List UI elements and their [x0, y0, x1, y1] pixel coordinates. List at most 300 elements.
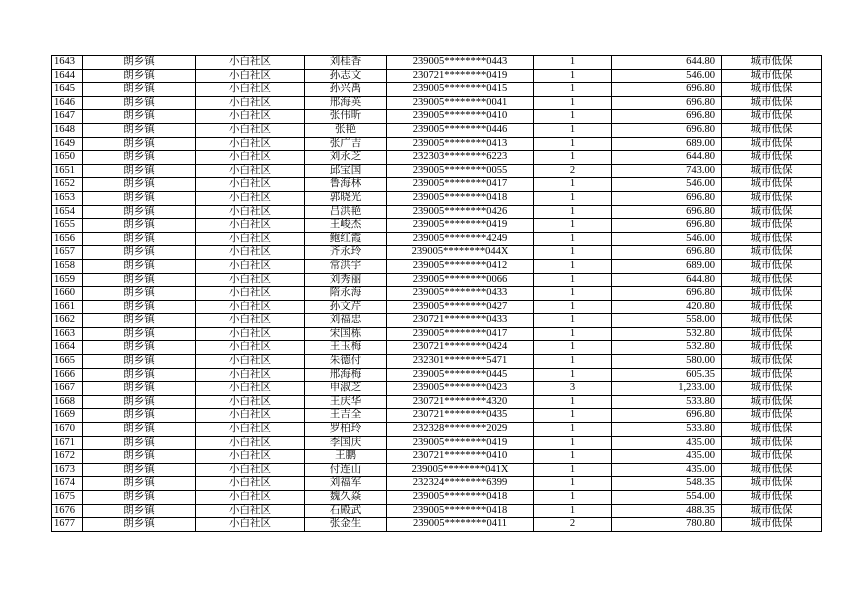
town-cell: 朗乡镇: [83, 341, 196, 355]
table-row: [52, 368, 822, 382]
amount-cell: 696.80: [612, 246, 722, 260]
community-cell: 小白社区: [196, 56, 305, 70]
amount-cell: 644.80: [612, 56, 722, 70]
row-number-cell: 1651: [52, 164, 83, 178]
community-cell: 小白社区: [196, 191, 305, 205]
table-row: [52, 110, 822, 124]
name-cell: 邢海英: [305, 96, 387, 110]
id-number-cell: 239005********0417: [387, 178, 534, 192]
amount-cell: 644.80: [612, 151, 722, 165]
row-number-cell: 1653: [52, 191, 83, 205]
name-cell: 申淑芝: [305, 382, 387, 396]
town-cell: 朗乡镇: [83, 151, 196, 165]
assistance-type-cell: 城市低保: [722, 123, 822, 137]
id-number-cell: 230721********0419: [387, 69, 534, 83]
town-cell: 朗乡镇: [83, 96, 196, 110]
row-number-cell: 1676: [52, 504, 83, 518]
amount-cell: 743.00: [612, 164, 722, 178]
amount-cell: 435.00: [612, 463, 722, 477]
amount-cell: 435.00: [612, 436, 722, 450]
amount-cell: 696.80: [612, 83, 722, 97]
community-cell: 小白社区: [196, 327, 305, 341]
household-count-cell: 1: [534, 137, 612, 151]
town-cell: 朗乡镇: [83, 287, 196, 301]
name-cell: 张金生: [305, 518, 387, 532]
table-row: [52, 123, 822, 137]
row-number-cell: 1646: [52, 96, 83, 110]
row-number-cell: 1660: [52, 287, 83, 301]
town-cell: 朗乡镇: [83, 327, 196, 341]
household-count-cell: 2: [534, 518, 612, 532]
assistance-type-cell: 城市低保: [722, 409, 822, 423]
assistance-type-cell: 城市低保: [722, 314, 822, 328]
amount-cell: 533.80: [612, 423, 722, 437]
assistance-type-cell: 城市低保: [722, 137, 822, 151]
community-cell: 小白社区: [196, 409, 305, 423]
household-count-cell: 1: [534, 504, 612, 518]
town-cell: 朗乡镇: [83, 137, 196, 151]
amount-cell: 533.80: [612, 395, 722, 409]
amount-cell: 546.00: [612, 178, 722, 192]
town-cell: 朗乡镇: [83, 83, 196, 97]
household-count-cell: 1: [534, 151, 612, 165]
assistance-type-cell: 城市低保: [722, 69, 822, 83]
amount-cell: 546.00: [612, 232, 722, 246]
id-number-cell: 239005********041X: [387, 463, 534, 477]
town-cell: 朗乡镇: [83, 395, 196, 409]
id-number-cell: 239005********0427: [387, 300, 534, 314]
table-row: [52, 178, 822, 192]
row-number-cell: 1658: [52, 259, 83, 273]
id-number-cell: 232328********2029: [387, 423, 534, 437]
name-cell: 刘秀丽: [305, 273, 387, 287]
row-number-cell: 1664: [52, 341, 83, 355]
community-cell: 小白社区: [196, 314, 305, 328]
name-cell: 孙文芹: [305, 300, 387, 314]
town-cell: 朗乡镇: [83, 56, 196, 70]
id-number-cell: 239005********0055: [387, 164, 534, 178]
household-count-cell: 1: [534, 314, 612, 328]
table-row: [52, 232, 822, 246]
town-cell: 朗乡镇: [83, 355, 196, 369]
id-number-cell: 239005********0066: [387, 273, 534, 287]
id-number-cell: 239005********0419: [387, 219, 534, 233]
town-cell: 朗乡镇: [83, 219, 196, 233]
row-number-cell: 1663: [52, 327, 83, 341]
community-cell: 小白社区: [196, 96, 305, 110]
table-row: [52, 491, 822, 505]
town-cell: 朗乡镇: [83, 246, 196, 260]
row-number-cell: 1652: [52, 178, 83, 192]
community-cell: 小白社区: [196, 368, 305, 382]
town-cell: 朗乡镇: [83, 232, 196, 246]
id-number-cell: 230721********4320: [387, 395, 534, 409]
id-number-cell: 239005********0417: [387, 327, 534, 341]
community-cell: 小白社区: [196, 246, 305, 260]
id-number-cell: 239005********0418: [387, 191, 534, 205]
amount-cell: 580.00: [612, 355, 722, 369]
assistance-type-cell: 城市低保: [722, 83, 822, 97]
amount-cell: 696.80: [612, 191, 722, 205]
table-row: [52, 259, 822, 273]
name-cell: 郭晓光: [305, 191, 387, 205]
assistance-type-cell: 城市低保: [722, 450, 822, 464]
household-count-cell: 1: [534, 191, 612, 205]
id-number-cell: 239005********0410: [387, 110, 534, 124]
amount-cell: 696.80: [612, 287, 722, 301]
row-number-cell: 1648: [52, 123, 83, 137]
name-cell: 宋国栋: [305, 327, 387, 341]
town-cell: 朗乡镇: [83, 273, 196, 287]
household-count-cell: 1: [534, 232, 612, 246]
name-cell: 李国庆: [305, 436, 387, 450]
name-cell: 王峻杰: [305, 219, 387, 233]
community-cell: 小白社区: [196, 110, 305, 124]
community-cell: 小白社区: [196, 287, 305, 301]
name-cell: 朱德付: [305, 355, 387, 369]
amount-cell: 696.80: [612, 219, 722, 233]
table-row: [52, 83, 822, 97]
assistance-type-cell: 城市低保: [722, 96, 822, 110]
community-cell: 小白社区: [196, 504, 305, 518]
amount-cell: 1,233.00: [612, 382, 722, 396]
assistance-type-cell: 城市低保: [722, 56, 822, 70]
assistance-type-cell: 城市低保: [722, 110, 822, 124]
amount-cell: 548.35: [612, 477, 722, 491]
name-cell: 齐永玲: [305, 246, 387, 260]
household-count-cell: 1: [534, 69, 612, 83]
name-cell: 王庆华: [305, 395, 387, 409]
town-cell: 朗乡镇: [83, 409, 196, 423]
id-number-cell: 230721********0435: [387, 409, 534, 423]
id-number-cell: 239005********0418: [387, 491, 534, 505]
community-cell: 小白社区: [196, 300, 305, 314]
household-count-cell: 1: [534, 463, 612, 477]
id-number-cell: 239005********0426: [387, 205, 534, 219]
assistance-type-cell: 城市低保: [722, 151, 822, 165]
town-cell: 朗乡镇: [83, 110, 196, 124]
assistance-type-cell: 城市低保: [722, 287, 822, 301]
community-cell: 小白社区: [196, 259, 305, 273]
assistance-type-cell: 城市低保: [722, 341, 822, 355]
assistance-type-cell: 城市低保: [722, 395, 822, 409]
assistance-type-cell: 城市低保: [722, 382, 822, 396]
assistance-type-cell: 城市低保: [722, 491, 822, 505]
name-cell: 王玉梅: [305, 341, 387, 355]
row-number-cell: 1662: [52, 314, 83, 328]
community-cell: 小白社区: [196, 341, 305, 355]
table-row: [52, 341, 822, 355]
assistance-type-cell: 城市低保: [722, 205, 822, 219]
amount-cell: 558.00: [612, 314, 722, 328]
name-cell: 刘桂香: [305, 56, 387, 70]
table-row: [52, 463, 822, 477]
assistance-type-cell: 城市低保: [722, 300, 822, 314]
community-cell: 小白社区: [196, 83, 305, 97]
assistance-type-cell: 城市低保: [722, 164, 822, 178]
community-cell: 小白社区: [196, 232, 305, 246]
community-cell: 小白社区: [196, 219, 305, 233]
row-number-cell: 1677: [52, 518, 83, 532]
id-number-cell: 239005********0433: [387, 287, 534, 301]
name-cell: 孙兴禹: [305, 83, 387, 97]
community-cell: 小白社区: [196, 436, 305, 450]
id-number-cell: 239005********0411: [387, 518, 534, 532]
table-row: [52, 273, 822, 287]
table-row: [52, 355, 822, 369]
assistance-roster-table: [51, 55, 822, 532]
name-cell: 罗柏玲: [305, 423, 387, 437]
amount-cell: 605.35: [612, 368, 722, 382]
community-cell: 小白社区: [196, 123, 305, 137]
table-row: [52, 382, 822, 396]
household-count-cell: 3: [534, 382, 612, 396]
household-count-cell: 1: [534, 205, 612, 219]
table-row: [52, 246, 822, 260]
household-count-cell: 1: [534, 259, 612, 273]
table-row: [52, 96, 822, 110]
household-count-cell: 2: [534, 164, 612, 178]
name-cell: 常洪宇: [305, 259, 387, 273]
town-cell: 朗乡镇: [83, 477, 196, 491]
id-number-cell: 239005********0041: [387, 96, 534, 110]
amount-cell: 532.80: [612, 327, 722, 341]
town-cell: 朗乡镇: [83, 423, 196, 437]
table-row: [52, 56, 822, 70]
household-count-cell: 1: [534, 491, 612, 505]
row-number-cell: 1666: [52, 368, 83, 382]
table-row: [52, 219, 822, 233]
row-number-cell: 1659: [52, 273, 83, 287]
table-row: [52, 518, 822, 532]
name-cell: 鲍红霞: [305, 232, 387, 246]
table-row: [52, 395, 822, 409]
name-cell: 鲁海林: [305, 178, 387, 192]
name-cell: 刘永芝: [305, 151, 387, 165]
amount-cell: 689.00: [612, 259, 722, 273]
id-number-cell: 232324********6399: [387, 477, 534, 491]
row-number-cell: 1654: [52, 205, 83, 219]
table-row: [52, 151, 822, 165]
row-number-cell: 1665: [52, 355, 83, 369]
assistance-type-cell: 城市低保: [722, 463, 822, 477]
amount-cell: 696.80: [612, 205, 722, 219]
row-number-cell: 1647: [52, 110, 83, 124]
id-number-cell: 232303********6223: [387, 151, 534, 165]
name-cell: 邢海梅: [305, 368, 387, 382]
row-number-cell: 1673: [52, 463, 83, 477]
id-number-cell: 239005********044X: [387, 246, 534, 260]
town-cell: 朗乡镇: [83, 123, 196, 137]
amount-cell: 546.00: [612, 69, 722, 83]
name-cell: 吕洪艳: [305, 205, 387, 219]
row-number-cell: 1656: [52, 232, 83, 246]
town-cell: 朗乡镇: [83, 164, 196, 178]
town-cell: 朗乡镇: [83, 463, 196, 477]
household-count-cell: 1: [534, 436, 612, 450]
table-row: [52, 477, 822, 491]
row-number-cell: 1672: [52, 450, 83, 464]
name-cell: 邱宝国: [305, 164, 387, 178]
community-cell: 小白社区: [196, 273, 305, 287]
assistance-type-cell: 城市低保: [722, 178, 822, 192]
community-cell: 小白社区: [196, 423, 305, 437]
household-count-cell: 1: [534, 327, 612, 341]
id-number-cell: 230721********0410: [387, 450, 534, 464]
table-row: [52, 423, 822, 437]
amount-cell: 420.80: [612, 300, 722, 314]
household-count-cell: 1: [534, 83, 612, 97]
row-number-cell: 1670: [52, 423, 83, 437]
id-number-cell: 232301********5471: [387, 355, 534, 369]
table-row: [52, 504, 822, 518]
household-count-cell: 1: [534, 395, 612, 409]
table-row: [52, 436, 822, 450]
id-number-cell: 239005********0443: [387, 56, 534, 70]
assistance-type-cell: 城市低保: [722, 477, 822, 491]
name-cell: 石殿武: [305, 504, 387, 518]
household-count-cell: 1: [534, 450, 612, 464]
town-cell: 朗乡镇: [83, 382, 196, 396]
assistance-type-cell: 城市低保: [722, 436, 822, 450]
amount-cell: 696.80: [612, 110, 722, 124]
assistance-type-cell: 城市低保: [722, 219, 822, 233]
name-cell: 刘福军: [305, 477, 387, 491]
household-count-cell: 1: [534, 287, 612, 301]
table-body: [52, 56, 822, 532]
town-cell: 朗乡镇: [83, 300, 196, 314]
row-number-cell: 1644: [52, 69, 83, 83]
amount-cell: 644.80: [612, 273, 722, 287]
assistance-type-cell: 城市低保: [722, 423, 822, 437]
household-count-cell: 1: [534, 96, 612, 110]
amount-cell: 696.80: [612, 123, 722, 137]
household-count-cell: 1: [534, 355, 612, 369]
assistance-type-cell: 城市低保: [722, 355, 822, 369]
row-number-cell: 1655: [52, 219, 83, 233]
amount-cell: 554.00: [612, 491, 722, 505]
row-number-cell: 1667: [52, 382, 83, 396]
row-number-cell: 1657: [52, 246, 83, 260]
town-cell: 朗乡镇: [83, 491, 196, 505]
household-count-cell: 1: [534, 477, 612, 491]
town-cell: 朗乡镇: [83, 504, 196, 518]
household-count-cell: 1: [534, 56, 612, 70]
town-cell: 朗乡镇: [83, 178, 196, 192]
amount-cell: 532.80: [612, 341, 722, 355]
row-number-cell: 1674: [52, 477, 83, 491]
household-count-cell: 1: [534, 273, 612, 287]
town-cell: 朗乡镇: [83, 450, 196, 464]
table-row: [52, 164, 822, 178]
id-number-cell: 230721********0433: [387, 314, 534, 328]
assistance-type-cell: 城市低保: [722, 327, 822, 341]
town-cell: 朗乡镇: [83, 368, 196, 382]
community-cell: 小白社区: [196, 164, 305, 178]
row-number-cell: 1661: [52, 300, 83, 314]
community-cell: 小白社区: [196, 69, 305, 83]
row-number-cell: 1645: [52, 83, 83, 97]
assistance-type-cell: 城市低保: [722, 368, 822, 382]
town-cell: 朗乡镇: [83, 69, 196, 83]
table-row: [52, 137, 822, 151]
name-cell: 王鹏: [305, 450, 387, 464]
table-row: [52, 409, 822, 423]
household-count-cell: 1: [534, 123, 612, 137]
household-count-cell: 1: [534, 368, 612, 382]
community-cell: 小白社区: [196, 395, 305, 409]
town-cell: 朗乡镇: [83, 518, 196, 532]
name-cell: 孙志文: [305, 69, 387, 83]
name-cell: 张伟昕: [305, 110, 387, 124]
assistance-type-cell: 城市低保: [722, 191, 822, 205]
name-cell: 隋永海: [305, 287, 387, 301]
community-cell: 小白社区: [196, 178, 305, 192]
id-number-cell: 239005********0418: [387, 504, 534, 518]
community-cell: 小白社区: [196, 463, 305, 477]
community-cell: 小白社区: [196, 137, 305, 151]
row-number-cell: 1668: [52, 395, 83, 409]
amount-cell: 488.35: [612, 504, 722, 518]
assistance-type-cell: 城市低保: [722, 518, 822, 532]
id-number-cell: 239005********0423: [387, 382, 534, 396]
household-count-cell: 1: [534, 246, 612, 260]
assistance-type-cell: 城市低保: [722, 232, 822, 246]
household-count-cell: 1: [534, 300, 612, 314]
table-row: [52, 205, 822, 219]
community-cell: 小白社区: [196, 151, 305, 165]
household-count-cell: 1: [534, 341, 612, 355]
table-row: [52, 314, 822, 328]
row-number-cell: 1671: [52, 436, 83, 450]
community-cell: 小白社区: [196, 518, 305, 532]
household-count-cell: 1: [534, 178, 612, 192]
community-cell: 小白社区: [196, 355, 305, 369]
assistance-type-cell: 城市低保: [722, 259, 822, 273]
name-cell: 魏久焱: [305, 491, 387, 505]
name-cell: 张广吉: [305, 137, 387, 151]
assistance-type-cell: 城市低保: [722, 504, 822, 518]
id-number-cell: 239005********4249: [387, 232, 534, 246]
household-count-cell: 1: [534, 423, 612, 437]
amount-cell: 780.80: [612, 518, 722, 532]
amount-cell: 435.00: [612, 450, 722, 464]
community-cell: 小白社区: [196, 450, 305, 464]
town-cell: 朗乡镇: [83, 314, 196, 328]
town-cell: 朗乡镇: [83, 191, 196, 205]
table-row: [52, 327, 822, 341]
town-cell: 朗乡镇: [83, 436, 196, 450]
row-number-cell: 1675: [52, 491, 83, 505]
row-number-cell: 1669: [52, 409, 83, 423]
id-number-cell: 230721********0424: [387, 341, 534, 355]
town-cell: 朗乡镇: [83, 205, 196, 219]
row-number-cell: 1650: [52, 151, 83, 165]
town-cell: 朗乡镇: [83, 259, 196, 273]
table-row: [52, 191, 822, 205]
id-number-cell: 239005********0412: [387, 259, 534, 273]
id-number-cell: 239005********0415: [387, 83, 534, 97]
amount-cell: 696.80: [612, 96, 722, 110]
household-count-cell: 1: [534, 219, 612, 233]
id-number-cell: 239005********0419: [387, 436, 534, 450]
row-number-cell: 1649: [52, 137, 83, 151]
row-number-cell: 1643: [52, 56, 83, 70]
name-cell: 张艳: [305, 123, 387, 137]
id-number-cell: 239005********0445: [387, 368, 534, 382]
table-row: [52, 287, 822, 301]
community-cell: 小白社区: [196, 477, 305, 491]
